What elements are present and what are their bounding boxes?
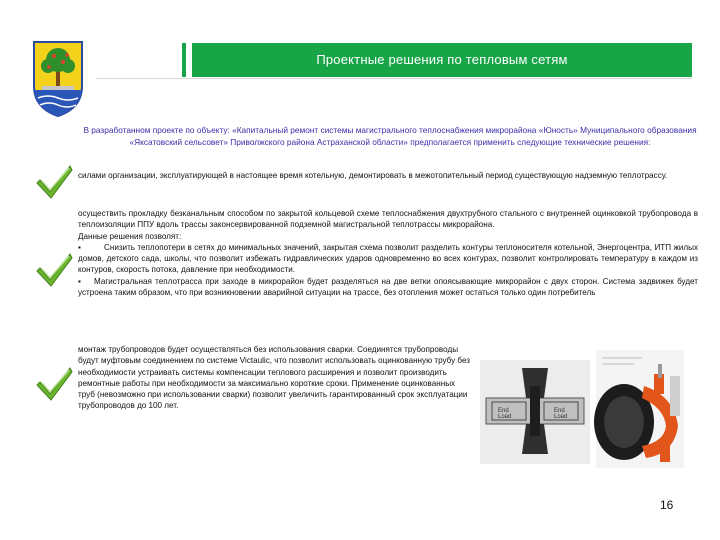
checkmark-icon bbox=[34, 248, 74, 288]
benefit-text: Снизить теплопотери в сетях до минимальных значений, закрытая схема позволит разделить контуры теплоносителя котельной, Энергоцентра, ИТП жилых домов, детского сада, школы, что позволит избежать гидравлических ударов одновременно во всех контурах, позволит контролировать температуру в каждом из контуров, скорость потока, давление при необходимости. bbox=[78, 242, 698, 275]
solution-text: осуществить прокладку безканальным способом по закрытой кольцевой схеме теплоснабжения двухтрубного стального с внутренней оцинковкой трубопровода в теплоизоляции ППУ вдоль трассы законсервированной подземной магистральной теплотрассы микрорайона. bbox=[78, 209, 698, 230]
benefit-item bbox=[78, 276, 698, 299]
checkmark-icon bbox=[34, 362, 74, 402]
victaulic-coupling-illustration bbox=[474, 346, 686, 472]
load-label: Load bbox=[498, 414, 512, 420]
load-label: Load bbox=[554, 414, 568, 420]
intro-text: В разработанном проекте по объекту: «Капитальный ремонт системы магистрального теплоснабжения микрорайона «Юность» Муниципального образования «Яксатовский сельсовет» Приволжского района Астраханской области» предполагается применить следующие технические решения: bbox=[83, 125, 697, 147]
end-label: End bbox=[498, 408, 509, 414]
title-bar bbox=[192, 43, 692, 77]
bullet-icon: ▪ bbox=[78, 276, 81, 286]
bullet-icon: ▪ bbox=[78, 242, 81, 252]
page-number: 16 bbox=[660, 498, 674, 512]
page-title: Проектные решения по тепловым сетям bbox=[316, 52, 568, 67]
solution-block-2 bbox=[78, 208, 698, 298]
solution-block-1 bbox=[78, 170, 698, 181]
solution-text: монтаж трубопроводов будет осуществляться без использования сварки. Соединятся трубопроводы будут муфтовым соединением по системе Victaulic, что позволит использовать оцинкованную трубу без необходимости устраивать системы компенсации теплового расширения и позволит производить ремонтные работы при необходимости за максимально короткие сроки. Применение оцинкованных труб (невозможно при использовании сварки) позволит увеличить гарантированный срок эксплуатации трубопроводов до 100 лет. bbox=[78, 345, 470, 411]
divider bbox=[96, 78, 692, 79]
checkmark-icon bbox=[34, 160, 74, 200]
benefits-heading: Данные решения позволят: bbox=[78, 231, 182, 241]
solution-text: силами организации, эксплуатирующей в настоящее время котельную, демонтировать в межотопительный период существующую надземную теплотрассу. bbox=[78, 171, 668, 180]
end-label: End bbox=[554, 408, 565, 414]
coat-of-arms-logo bbox=[30, 38, 86, 118]
benefit-text: Магистральная теплотрасса при заходе в микрорайон будет разделяться на две ветки опоясывающие микрорайон с двух сторон. Система задвижек будет устроена таким образом, что при возникновении аварийной ситуации на трассе, без отопления может остаться только один потребитель bbox=[78, 276, 698, 298]
solution-block-3 bbox=[78, 344, 470, 412]
benefit-item bbox=[78, 242, 698, 276]
